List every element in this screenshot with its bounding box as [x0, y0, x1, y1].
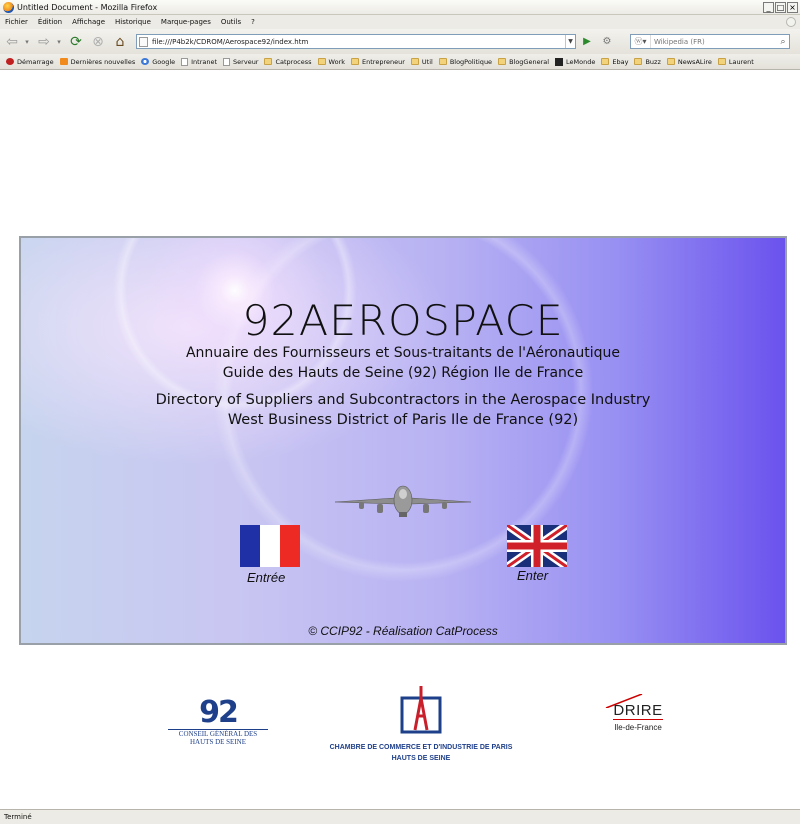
bookmark-item[interactable]: [634, 58, 660, 66]
home-button[interactable]: [110, 32, 130, 52]
enter-english-label[interactable]: Enter: [517, 568, 549, 583]
folder-icon: [351, 58, 359, 65]
status-bar: [0, 809, 800, 824]
bookmark-item[interactable]: [181, 58, 217, 66]
cci-emblem-icon: [399, 684, 443, 734]
menu-outils[interactable]: Outils: [220, 18, 242, 26]
search-engine-icon[interactable]: ⓦ▾: [631, 35, 651, 48]
bookmark-item[interactable]: [667, 58, 712, 66]
bookmark-label: Util: [421, 57, 433, 66]
folder-icon: [667, 58, 675, 65]
bookmark-item[interactable]: [141, 58, 175, 66]
folder-icon: [318, 58, 326, 65]
menu-bar: [0, 15, 800, 29]
page-icon: [139, 37, 148, 47]
stop-button[interactable]: [88, 32, 108, 52]
bookmark-label: Serveur: [233, 57, 259, 66]
bookmark-label: Catprocess: [275, 57, 312, 66]
bookmark-label: BlogPolitique: [449, 57, 493, 66]
search-bar[interactable]: [630, 34, 790, 49]
menu-marque-pages[interactable]: Marque-pages: [160, 18, 211, 26]
forward-button[interactable]: [34, 32, 54, 52]
cg-92-mark: 92: [199, 695, 237, 730]
bookmarks-toolbar: [0, 54, 800, 70]
aerospace-banner: [19, 236, 787, 645]
rss-icon: [60, 58, 68, 65]
drire-region: Ile-de-France: [614, 723, 662, 732]
forward-arrow-icon: ⇨: [38, 33, 50, 50]
lemonde-icon: [555, 58, 563, 66]
close-button[interactable]: ×: [787, 2, 798, 13]
bookmark-label: Buzz: [645, 57, 661, 66]
red-icon: [6, 58, 14, 65]
reload-button[interactable]: [66, 32, 86, 52]
minimize-button[interactable]: _: [763, 2, 774, 13]
bookmark-label: Démarrage: [17, 57, 54, 66]
forward-history-dropdown[interactable]: ▾: [57, 37, 61, 46]
bookmark-item[interactable]: [6, 58, 54, 66]
menu-fichier[interactable]: Fichier: [5, 18, 28, 26]
bookmark-label: Dernières nouvelles: [70, 57, 136, 66]
cg-label-1: CONSEIL GÉNÉRAL DES: [168, 729, 268, 738]
address-bar[interactable]: [136, 34, 576, 49]
maximize-button[interactable]: □: [776, 2, 785, 12]
url-input[interactable]: [152, 38, 565, 46]
throbber-icon: [786, 17, 796, 27]
french-flag-icon: [240, 525, 300, 567]
go-button[interactable]: ▶: [583, 35, 591, 47]
menu-help[interactable]: ?: [251, 18, 255, 26]
page-icon: [223, 58, 230, 66]
folder-icon: [439, 58, 447, 65]
enter-french-flag-link[interactable]: [240, 525, 300, 567]
subtitle-en-1: Directory of Suppliers and Subcontractors in the Aerospace Industry: [155, 392, 651, 408]
gear-icon[interactable]: ⚙: [602, 35, 612, 47]
bookmark-label: BlogGeneral: [509, 57, 550, 66]
cci-label-2: HAUTS DE SEINE: [391, 755, 451, 762]
menu-historique[interactable]: Historique: [115, 18, 151, 26]
folder-icon: [634, 58, 642, 65]
bookmark-item[interactable]: [498, 58, 549, 66]
bookmark-item[interactable]: [718, 58, 754, 66]
airplane-icon: [333, 482, 473, 520]
menu-affichage[interactable]: Affichage: [72, 18, 106, 26]
menu-edition[interactable]: Édition: [37, 18, 63, 26]
folder-icon: [601, 58, 609, 65]
cci-label-1: CHAMBRE DE COMMERCE ET D'INDUSTRIE DE PARIS: [329, 744, 513, 751]
folder-icon: [498, 58, 506, 65]
back-arrow-icon: ⇦: [6, 33, 18, 50]
bookmark-item[interactable]: [264, 58, 311, 66]
bookmark-label: Entrepreneur: [362, 57, 405, 66]
subtitle-fr-2: Guide des Hauts de Seine (92) Région Ile de France: [222, 365, 584, 381]
cci-paris-logo[interactable]: [318, 684, 524, 764]
drire-wordmark: DRIRE: [613, 702, 663, 719]
page-icon: [181, 58, 188, 66]
site-logo-title: 92AEROSPACE: [242, 296, 564, 345]
navigation-toolbar: [0, 29, 800, 54]
firefox-icon: [3, 2, 14, 13]
bookmark-item[interactable]: [439, 58, 492, 66]
folder-icon: [411, 58, 419, 65]
conseil-general-logo[interactable]: [168, 697, 268, 746]
bookmark-label: Intranet: [191, 57, 218, 66]
bookmark-label: NewsALire: [677, 57, 712, 66]
status-text: Terminé: [4, 813, 32, 821]
bookmark-item[interactable]: [60, 58, 136, 66]
folder-icon: [718, 58, 726, 65]
search-input[interactable]: [651, 38, 777, 46]
subtitle-fr-1: Annuaire des Fournisseurs et Sous-traitants de l'Aéronautique: [185, 345, 621, 361]
folder-icon: [264, 58, 272, 65]
back-history-dropdown[interactable]: ▾: [25, 37, 29, 46]
bookmark-item[interactable]: [601, 58, 628, 66]
stop-icon: ⊗: [92, 33, 104, 50]
url-dropdown-icon[interactable]: ▼: [565, 35, 575, 48]
cg-label-2: HAUTS DE SEINE: [190, 738, 246, 746]
bookmark-item[interactable]: [318, 58, 345, 66]
bookmark-label: Google: [152, 57, 176, 66]
title-bar: [0, 0, 800, 15]
bookmark-label: Ebay: [612, 57, 629, 66]
enter-french-label[interactable]: Entrée: [247, 570, 286, 585]
bookmark-label: LeMonde: [566, 57, 596, 66]
home-icon: ⌂: [115, 33, 125, 50]
bookmark-label: Laurent: [728, 57, 754, 66]
bookmark-item[interactable]: [223, 58, 258, 66]
subtitle-en-2: West Business District of Paris Ile de France (92): [227, 412, 579, 428]
window-title: Untitled Document - Mozilla Firefox: [17, 2, 158, 12]
bookmark-label: Work: [328, 57, 346, 66]
search-icon[interactable]: ⌕: [780, 36, 786, 47]
google-icon: [141, 58, 149, 65]
enter-english-flag-link[interactable]: [507, 525, 567, 567]
reload-icon: ⟳: [70, 33, 82, 50]
bookmark-item[interactable]: [555, 58, 595, 66]
bookmark-item[interactable]: [411, 58, 433, 66]
window-controls: [763, 2, 798, 13]
copyright-notice: © CCIP92 - Réalisation CatProcess: [308, 624, 498, 638]
drire-logo[interactable]: [600, 700, 676, 732]
bookmark-item[interactable]: [351, 58, 405, 66]
back-button[interactable]: [2, 32, 22, 52]
uk-flag-icon: [507, 525, 567, 567]
